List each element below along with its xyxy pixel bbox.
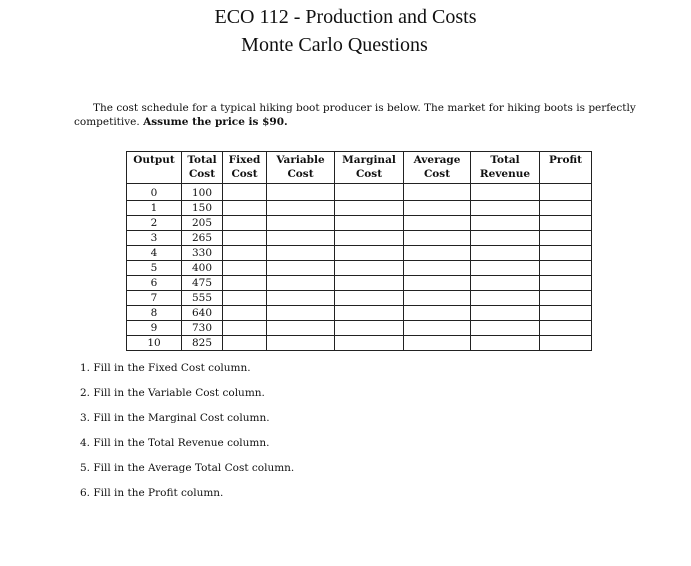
variable-cost-cell[interactable] — [267, 291, 335, 306]
page-title: ECO 112 - Production and Costs — [214, 6, 477, 28]
fixed-cost-cell[interactable] — [223, 184, 267, 201]
question-item: 3. Fill in the Marginal Cost column. — [80, 412, 270, 424]
header-marginal-cost — [335, 152, 404, 184]
profit-cell[interactable] — [540, 306, 592, 321]
marginal-cost-cell[interactable] — [335, 336, 404, 351]
question-item: 6. Fill in the Profit column. — [80, 487, 224, 499]
fixed-cost-cell[interactable] — [223, 321, 267, 336]
total-revenue-cell[interactable] — [471, 306, 540, 321]
table-row — [127, 246, 592, 261]
marginal-cost-cell[interactable] — [335, 246, 404, 261]
average-cost-cell[interactable] — [404, 261, 471, 276]
intro-emphasis: Assume the price is $90. — [143, 116, 288, 128]
total-cost-cell: 825 — [182, 336, 223, 351]
total-revenue-cell[interactable] — [471, 246, 540, 261]
variable-cost-cell[interactable] — [267, 306, 335, 321]
header-line1: Total — [490, 154, 520, 166]
profit-cell[interactable] — [540, 216, 592, 231]
average-cost-cell[interactable] — [404, 246, 471, 261]
total-cost-cell: 330 — [182, 246, 223, 261]
fixed-cost-cell[interactable] — [223, 201, 267, 216]
profit-cell[interactable] — [540, 261, 592, 276]
table-row — [127, 201, 592, 216]
total-revenue-cell[interactable] — [471, 231, 540, 246]
header-line2: Revenue — [479, 168, 531, 180]
marginal-cost-cell[interactable] — [335, 321, 404, 336]
fixed-cost-cell[interactable] — [223, 291, 267, 306]
fixed-cost-cell[interactable] — [223, 276, 267, 291]
fixed-cost-cell[interactable] — [223, 261, 267, 276]
table-row — [127, 321, 592, 336]
output-cell: 4 — [127, 246, 182, 261]
question-item: 4. Fill in the Total Revenue column. — [80, 437, 270, 449]
profit-cell[interactable] — [540, 336, 592, 351]
question-item: 1. Fill in the Fixed Cost column. — [80, 362, 251, 374]
total-cost-cell: 265 — [182, 231, 223, 246]
average-cost-cell[interactable] — [404, 291, 471, 306]
total-revenue-cell[interactable] — [471, 321, 540, 336]
intro-paragraph — [74, 101, 664, 129]
output-cell: 1 — [127, 201, 182, 216]
total-revenue-cell[interactable] — [471, 216, 540, 231]
total-revenue-cell[interactable] — [471, 261, 540, 276]
profit-cell[interactable] — [540, 231, 592, 246]
average-cost-cell[interactable] — [404, 276, 471, 291]
total-cost-cell: 100 — [182, 184, 223, 201]
marginal-cost-cell[interactable] — [335, 184, 404, 201]
cost-schedule-table — [126, 151, 592, 351]
marginal-cost-cell[interactable] — [335, 201, 404, 216]
output-cell: 9 — [127, 321, 182, 336]
header-total-revenue — [471, 152, 540, 184]
total-cost-cell: 475 — [182, 276, 223, 291]
variable-cost-cell[interactable] — [267, 201, 335, 216]
variable-cost-cell[interactable] — [267, 276, 335, 291]
header-fixed-cost — [223, 152, 267, 184]
profit-cell[interactable] — [540, 291, 592, 306]
marginal-cost-cell[interactable] — [335, 291, 404, 306]
table-row — [127, 231, 592, 246]
question-item: 5. Fill in the Average Total Cost column. — [80, 462, 295, 474]
marginal-cost-cell[interactable] — [335, 216, 404, 231]
variable-cost-cell[interactable] — [267, 216, 335, 231]
output-cell: 6 — [127, 276, 182, 291]
variable-cost-cell[interactable] — [267, 321, 335, 336]
header-line1: Fixed — [228, 154, 261, 166]
average-cost-cell[interactable] — [404, 184, 471, 201]
fixed-cost-cell[interactable] — [223, 216, 267, 231]
header-variable-cost — [267, 152, 335, 184]
fixed-cost-cell[interactable] — [223, 246, 267, 261]
header-total-cost — [182, 152, 223, 184]
header-line2: Cost — [231, 168, 258, 180]
table-row — [127, 276, 592, 291]
table-row — [127, 291, 592, 306]
total-revenue-cell[interactable] — [471, 336, 540, 351]
marginal-cost-cell[interactable] — [335, 231, 404, 246]
header-profit — [540, 152, 592, 184]
table-row — [127, 306, 592, 321]
total-cost-cell: 205 — [182, 216, 223, 231]
header-line2: Cost — [188, 168, 216, 180]
profit-cell[interactable] — [540, 321, 592, 336]
header-line1: Profit — [549, 154, 582, 166]
profit-cell[interactable] — [540, 184, 592, 201]
header-line2: Cost — [423, 168, 451, 180]
header-line1: Output — [133, 154, 175, 166]
total-cost-cell: 730 — [182, 321, 223, 336]
table-row — [127, 336, 592, 351]
intro-text: The cost schedule for a typical hiking boot producer is below. The market for hiking boots is perfectly competitive. — [74, 102, 636, 128]
marginal-cost-cell[interactable] — [335, 276, 404, 291]
header-line2: Cost — [355, 168, 383, 180]
output-cell: 5 — [127, 261, 182, 276]
fixed-cost-cell[interactable] — [223, 306, 267, 321]
total-cost-cell: 640 — [182, 306, 223, 321]
output-cell: 8 — [127, 306, 182, 321]
question-list — [80, 361, 294, 511]
output-cell: 2 — [127, 216, 182, 231]
total-revenue-cell[interactable] — [471, 291, 540, 306]
variable-cost-cell[interactable] — [267, 336, 335, 351]
header-line1: Marginal — [342, 154, 396, 166]
fixed-cost-cell[interactable] — [223, 336, 267, 351]
average-cost-cell[interactable] — [404, 231, 471, 246]
header-line1: Variable — [276, 154, 325, 166]
table-row — [127, 184, 592, 201]
total-revenue-cell[interactable] — [471, 276, 540, 291]
total-revenue-cell[interactable] — [471, 201, 540, 216]
variable-cost-cell[interactable] — [267, 261, 335, 276]
average-cost-cell[interactable] — [404, 336, 471, 351]
header-output — [127, 152, 182, 184]
header-line1: Total — [187, 154, 217, 166]
table-row — [127, 261, 592, 276]
profit-cell[interactable] — [540, 201, 592, 216]
average-cost-cell[interactable] — [404, 306, 471, 321]
variable-cost-cell[interactable] — [267, 184, 335, 201]
marginal-cost-cell[interactable] — [335, 261, 404, 276]
total-cost-cell: 150 — [182, 201, 223, 216]
profit-cell[interactable] — [540, 276, 592, 291]
output-cell: 7 — [127, 291, 182, 306]
average-cost-cell[interactable] — [404, 201, 471, 216]
variable-cost-cell[interactable] — [267, 246, 335, 261]
question-item: 2. Fill in the Variable Cost column. — [80, 387, 265, 399]
output-cell: 10 — [127, 336, 182, 351]
average-cost-cell[interactable] — [404, 321, 471, 336]
average-cost-cell[interactable] — [404, 216, 471, 231]
output-cell: 0 — [127, 184, 182, 201]
fixed-cost-cell[interactable] — [223, 231, 267, 246]
header-line2: Cost — [287, 168, 314, 180]
output-cell: 3 — [127, 231, 182, 246]
table-row — [127, 216, 592, 231]
page-subtitle: Monte Carlo Questions — [241, 34, 428, 56]
header-average-cost — [404, 152, 471, 184]
marginal-cost-cell[interactable] — [335, 306, 404, 321]
table-header-row — [127, 152, 592, 184]
total-cost-cell: 555 — [182, 291, 223, 306]
profit-cell[interactable] — [540, 246, 592, 261]
header-line1: Average — [413, 154, 461, 166]
total-revenue-cell[interactable] — [471, 184, 540, 201]
variable-cost-cell[interactable] — [267, 231, 335, 246]
total-cost-cell: 400 — [182, 261, 223, 276]
